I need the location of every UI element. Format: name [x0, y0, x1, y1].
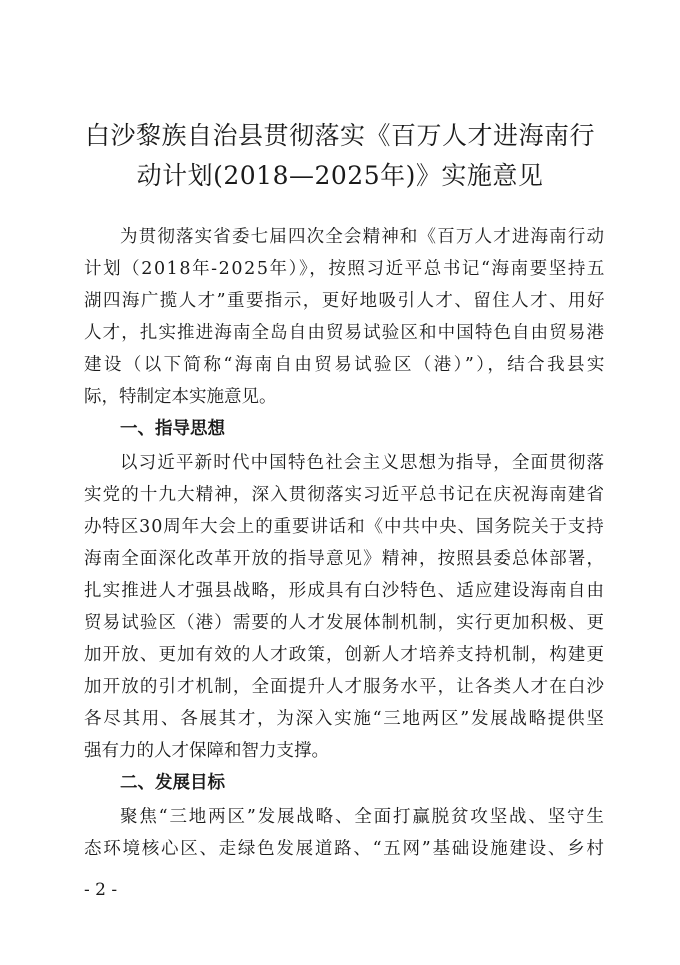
section-heading: 二、发展目标 — [120, 773, 225, 793]
paragraph-line: 为贯彻落实省委七届四次全会精神和《百万人才进海南行动 — [120, 227, 606, 247]
paragraph-line: 加开放的引才机制，全面提升人才服务水平，让各类人才在白沙 — [84, 677, 606, 697]
paragraph-line: 强有力的人才保障和智力支撑。 — [84, 741, 329, 761]
paragraph-line: 际，特制定本实施意见。 — [84, 387, 277, 407]
document-title — [60, 116, 620, 196]
page-number: - 2 - — [84, 880, 118, 900]
title-line: 动计划(2018—2025年)》实施意见 — [136, 161, 544, 190]
paragraph-line: 各尽其用、各展其才，为深入实施“三地两区”发展战略提供坚 — [84, 709, 606, 729]
paragraph-line: 聚焦“三地两区”发展战略、全面打赢脱贫攻坚战、坚守生 — [120, 807, 606, 827]
paragraph-line: 扎实推进人才强县战略，形成具有白沙特色、适应建设海南自由 — [84, 581, 606, 601]
paragraph-line: 海南全面深化改革开放的指导意见》精神，按照县委总体部署， — [84, 549, 606, 569]
paragraph-line: 办特区30周年大会上的重要讲话和《中共中央、国务院关于支持 — [84, 517, 605, 537]
paragraph-line: 以习近平新时代中国特色社会主义思想为指导，全面贯彻落 — [120, 453, 606, 473]
paragraph-line: 贸易试验区（港）需要的人才发展体制机制，实行更加积极、更 — [84, 613, 606, 633]
paragraph-line: 实党的十九大精神，深入贯彻落实习近平总书记在庆祝海南建省 — [84, 485, 606, 505]
paragraph-line: 计划（2018年-2025年）》，按照习近平总书记“海南要坚持五 — [84, 259, 607, 279]
paragraph-line: 加开放、更加有效的人才政策，创新人才培养支持机制，构建更 — [84, 645, 606, 665]
paragraph-line: 建设（以下简称“海南自由贸易试验区（港）”），结合我县实 — [84, 355, 607, 375]
paragraph-line: 湖四海广揽人才”重要指示，更好地吸引人才、留住人才、用好 — [84, 291, 606, 311]
title-line: 白沙黎族自治县贯彻落实《百万人才进海南行 — [84, 121, 595, 150]
paragraph-line: 态环境核心区、走绿色发展道路、“五网”基础设施建设、乡村 — [84, 839, 606, 859]
paragraph-line: 人才，扎实推进海南全岛自由贸易试验区和中国特色自由贸易港 — [84, 323, 606, 343]
section-heading: 一、指导思想 — [120, 419, 225, 439]
